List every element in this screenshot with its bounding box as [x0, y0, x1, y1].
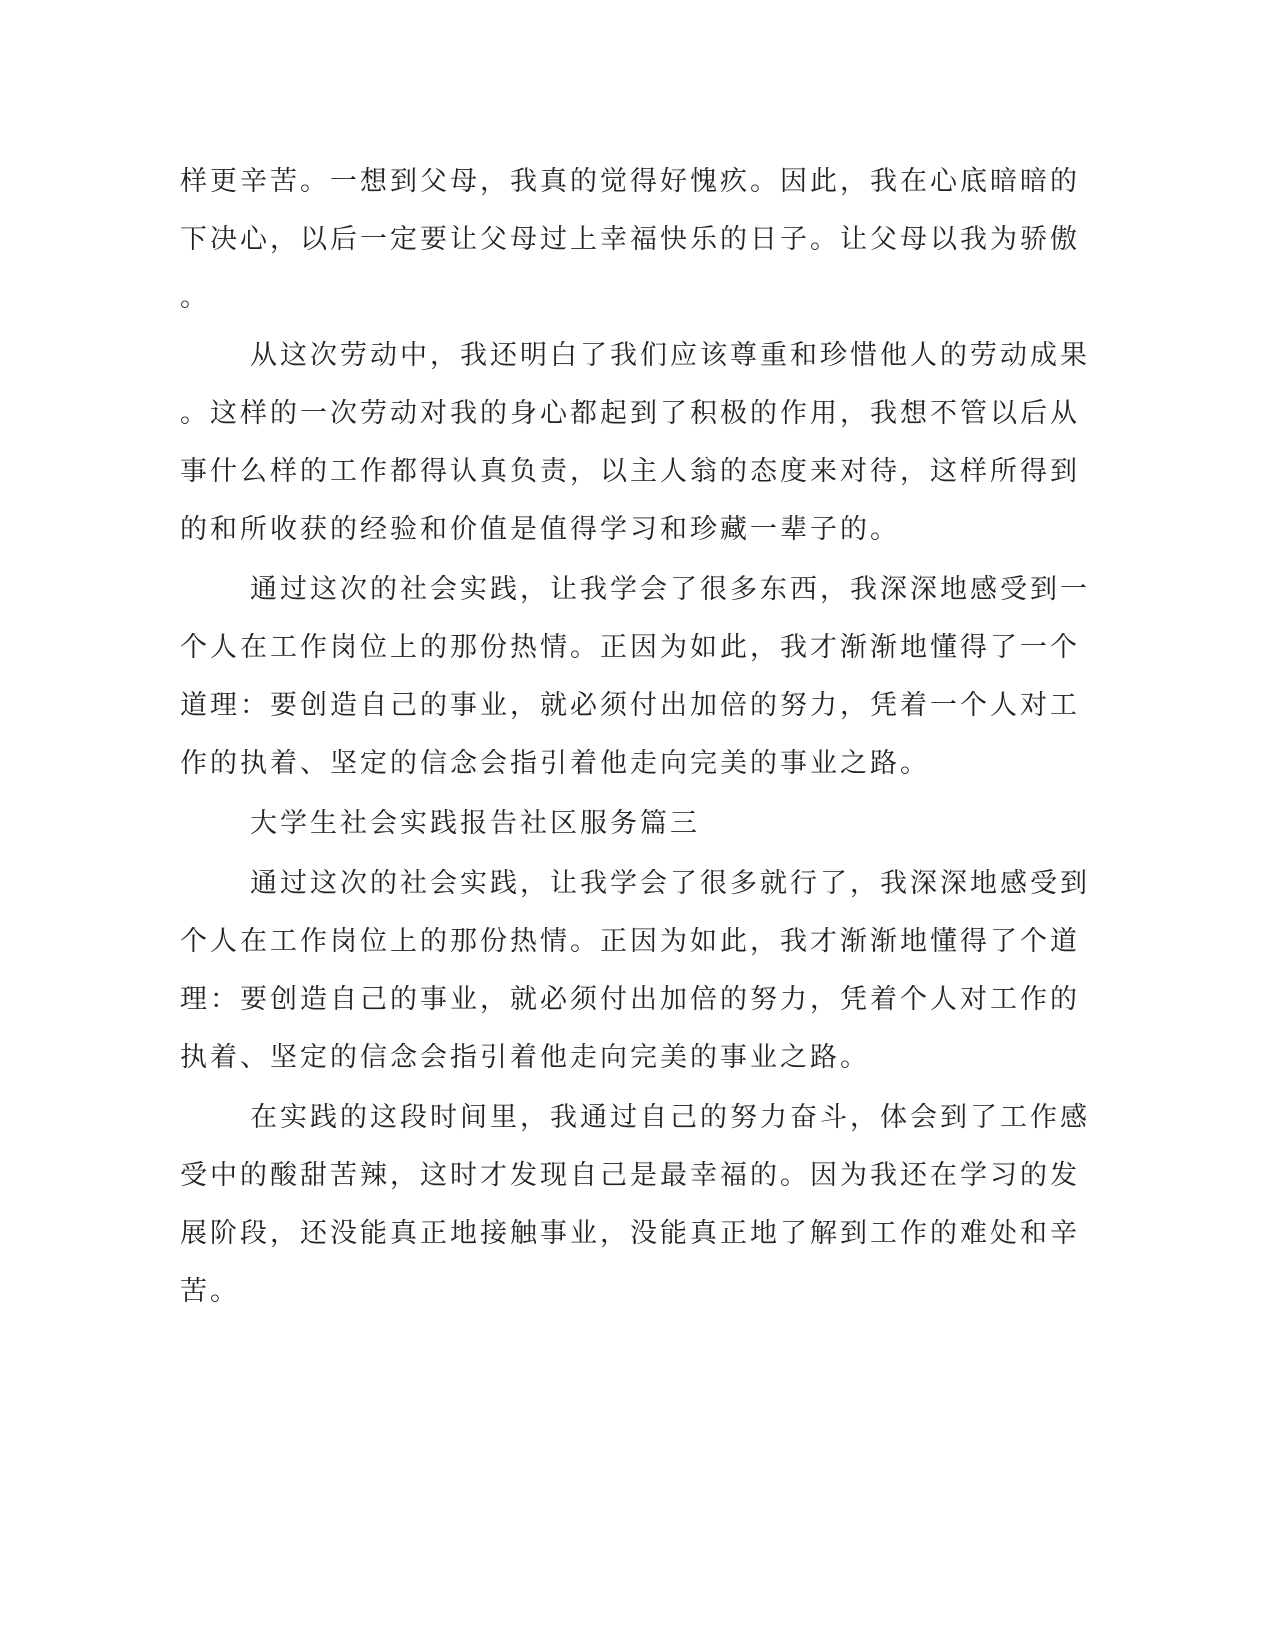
text-line: 执着、坚定的信念会指引着他走向完美的事业之路。 [180, 1042, 870, 1073]
text-line: 。 [180, 282, 210, 313]
text-line: 样更辛苦。一想到父母，我真的觉得好愧疚。因此，我在心底暗暗的 [180, 166, 1080, 197]
text-line: 通过这次的社会实践，让我学会了很多东西，我深深地感受到一 [250, 574, 1090, 605]
text-line: 从这次劳动中，我还明白了我们应该尊重和珍惜他人的劳动成果 [250, 340, 1090, 371]
text-line: 展阶段，还没能真正地接触事业，没能真正地了解到工作的难处和辛 [180, 1218, 1080, 1249]
text-line: 下决心，以后一定要让父母过上幸福快乐的日子。让父母以我为骄傲 [180, 224, 1080, 255]
text-line: 作的执着、坚定的信念会指引着他走向完美的事业之路。 [180, 748, 930, 779]
text-line: 个人在工作岗位上的那份热情。正因为如此，我才渐渐地懂得了个道 [180, 926, 1080, 957]
text-line: 苦。 [180, 1276, 240, 1307]
text-line: 通过这次的社会实践，让我学会了很多就行了，我深深地感受到 [250, 868, 1090, 899]
text-line: 事什么样的工作都得认真负责，以主人翁的态度来对待，这样所得到 [180, 456, 1080, 487]
text-line: 理：要创造自己的事业，就必须付出加倍的努力，凭着个人对工作的 [180, 984, 1080, 1015]
text-line: 的和所收获的经验和价值是值得学习和珍藏一辈子的。 [180, 514, 900, 545]
text-line: 受中的酸甜苦辣，这时才发现自己是最幸福的。因为我还在学习的发 [180, 1160, 1080, 1191]
section-heading: 大学生社会实践报告社区服务篇三 [250, 808, 700, 839]
text-line: 道理：要创造自己的事业，就必须付出加倍的努力，凭着一个人对工 [180, 690, 1080, 721]
text-line: 。这样的一次劳动对我的身心都起到了积极的作用，我想不管以后从 [180, 398, 1080, 429]
text-line: 在实践的这段时间里，我通过自己的努力奋斗，体会到了工作感 [250, 1102, 1090, 1133]
text-line: 个人在工作岗位上的那份热情。正因为如此，我才渐渐地懂得了一个 [180, 632, 1080, 663]
